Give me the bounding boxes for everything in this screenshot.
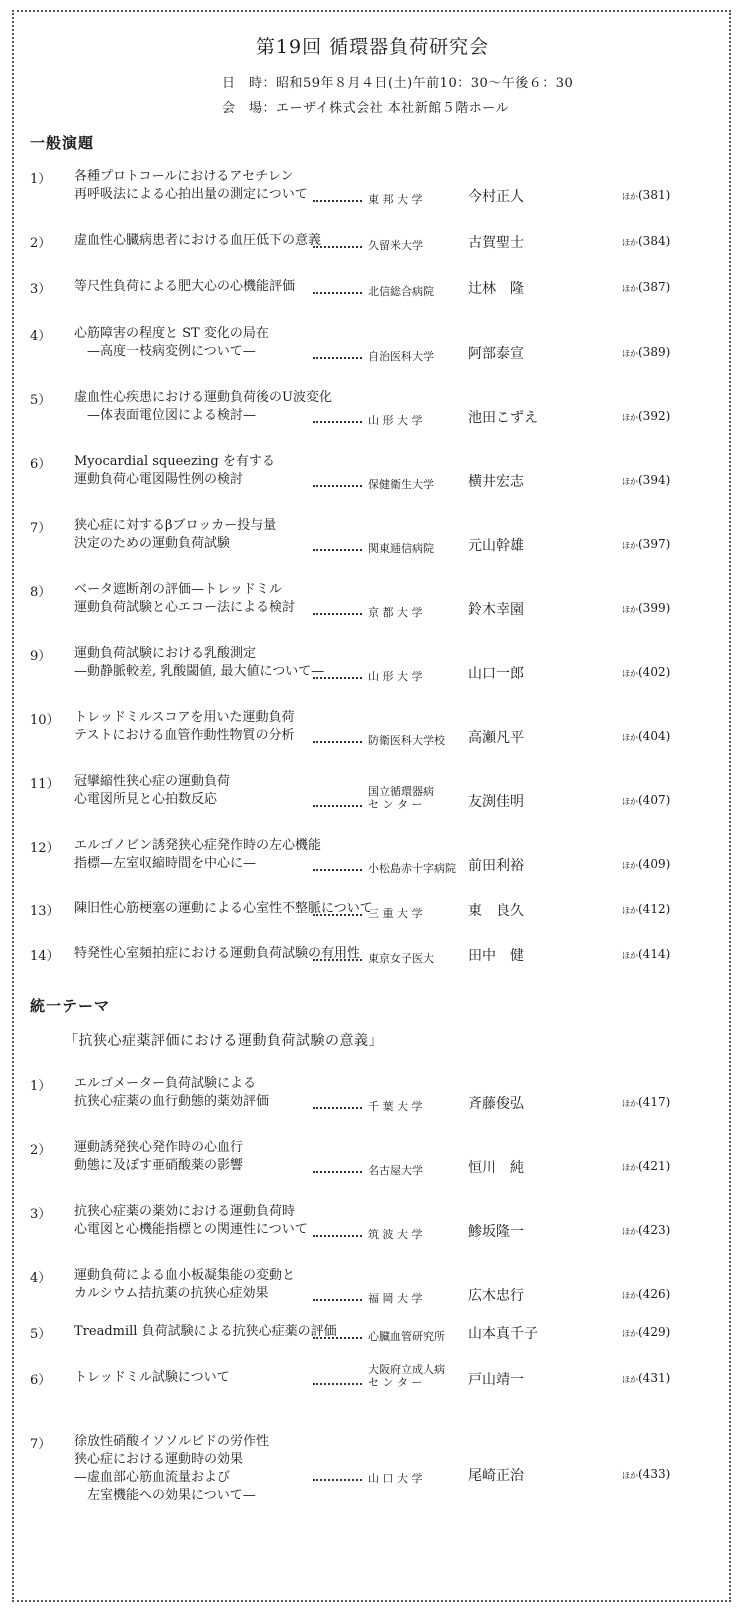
institution-line: 筑 波 大 学 [368, 1228, 423, 1241]
leader-dots [313, 484, 362, 487]
author-name: 前田利裕 [468, 858, 524, 874]
et-al-mark: ほか [622, 733, 638, 742]
page-reference [622, 599, 688, 619]
page-number: (431) [638, 1371, 671, 1385]
author-name: 高瀬凡平 [468, 730, 524, 746]
page-number: (414) [638, 947, 671, 961]
entry-title-line: 運動負荷試験と心エコー法による検討 [74, 600, 296, 615]
institution-line: 山 形 大 学 [368, 670, 423, 683]
entry-title-line: 決定のための運動負荷試験 [74, 536, 231, 551]
entry-credit [313, 945, 688, 965]
entry-title-line: —動静脈較差, 乳酸閾値, 最大値について— [74, 664, 325, 679]
institution-line: 京 都 大 学 [368, 606, 423, 619]
entry-title [74, 1075, 269, 1111]
page-number: (392) [638, 409, 671, 423]
author-name: 友渕佳明 [468, 794, 524, 810]
entry-number: 1） [30, 172, 52, 187]
institution-line: 三 重 大 学 [368, 907, 423, 920]
et-al-mark: ほか [622, 1329, 638, 1338]
entry-title-line: トレッドミルスコアを用いた運動負荷 [74, 710, 295, 725]
et-al-mark: ほか [622, 1163, 638, 1172]
entry-credit [313, 1323, 688, 1343]
institution [368, 239, 462, 252]
entry-title [74, 517, 276, 553]
institution-line: 山 形 大 学 [368, 414, 423, 427]
entry-number: 2） [30, 236, 52, 251]
institution [368, 670, 462, 683]
page-reference [622, 1285, 688, 1305]
et-al-mark: ほか [622, 1227, 638, 1236]
institution-line: 保健衛生大学 [368, 478, 434, 491]
author-name: 阿部泰宣 [468, 346, 524, 362]
entry-number: 1） [30, 1079, 52, 1094]
entry-title-line: 狭心症における運動時の効果 [74, 1452, 244, 1467]
institution [368, 606, 462, 619]
entry-title-line: テストにおける血管作動性物質の分析 [74, 728, 295, 743]
entry-number: 4） [30, 329, 52, 344]
entry-credit [313, 1093, 688, 1113]
entry-credit [313, 855, 688, 875]
author-name: 池田こずえ [468, 410, 538, 426]
entry-title-line: 虚血性心疾患における運動負荷後のU波変化 [74, 390, 332, 405]
institution-line: 東 邦 大 学 [368, 193, 423, 206]
institution-line: 山 口 大 学 [368, 1472, 423, 1485]
entry-title [74, 1203, 308, 1239]
page-reference [622, 278, 688, 298]
page-reference [622, 407, 688, 427]
leader-dots [313, 804, 362, 807]
institution-line: 千 葉 大 学 [368, 1100, 423, 1113]
entry-title [74, 168, 308, 204]
leader-dots [313, 291, 362, 294]
leader-dots [313, 1336, 362, 1339]
page-number: (384) [638, 234, 671, 248]
institution-line: 自治医科大学 [368, 350, 434, 363]
entry-title [74, 709, 294, 745]
page-reference [622, 900, 688, 920]
entry-title [74, 1433, 269, 1505]
entry-credit [313, 232, 688, 252]
entry-title-line: 心電図と心機能指標との関連性について [74, 1222, 308, 1237]
page-reference [622, 232, 688, 252]
entry-title-line: トレッドミル試験について [74, 1370, 230, 1385]
entry-number: 3） [30, 282, 52, 297]
leader-dots [313, 199, 362, 202]
page-number: (433) [638, 1467, 671, 1481]
author-name: 古賀聖士 [468, 235, 524, 251]
entry-title-line: —体表面電位図による検討— [74, 408, 257, 423]
entry-credit [313, 186, 688, 206]
leader-dots [313, 1298, 362, 1301]
entry-title [74, 1323, 337, 1341]
entry-number: 6） [30, 1373, 52, 1388]
entry-title-line: 陳旧性心筋梗塞の運動による心室性不整脈について [74, 901, 373, 916]
et-al-mark: ほか [622, 413, 638, 422]
entry-title-line: 等尺性負荷による肥大心の心機能評価 [74, 279, 296, 294]
author-name: 広木忠行 [468, 1288, 524, 1304]
institution-line: 国立循環器病 [368, 785, 434, 798]
author-name: 山口一郎 [468, 666, 524, 682]
entry-number: 6） [30, 457, 52, 472]
entry-credit [313, 278, 688, 298]
page-number: (399) [638, 601, 671, 615]
et-al-mark: ほか [622, 861, 638, 870]
page-number: (394) [638, 473, 671, 487]
et-al-mark: ほか [622, 1099, 638, 1108]
page-number: (423) [638, 1223, 671, 1237]
institution-line: 心臓血管研究所 [368, 1330, 445, 1343]
page-reference [622, 1221, 688, 1241]
page-number: (381) [638, 188, 671, 202]
page-number: (409) [638, 857, 671, 871]
institution-line: 北信総合病院 [368, 285, 434, 298]
entry-number: 9） [30, 649, 52, 664]
institution [368, 1472, 462, 1485]
institution-line: 名古屋大学 [368, 1164, 423, 1177]
entry-title [74, 278, 295, 296]
institution-line: 関東逓信病院 [368, 542, 434, 555]
entry-credit [313, 727, 688, 747]
institution [368, 734, 462, 747]
leader-dots [313, 913, 362, 916]
entry-number: 11） [30, 777, 60, 792]
entry-credit [313, 1157, 688, 1177]
entry-title-line: 心筋障害の程度と ST 変化の局在 [74, 326, 269, 341]
entry-title-line: 運動誘発狭心発作時の心血行 [74, 1140, 244, 1155]
et-al-mark: ほか [622, 797, 638, 806]
entry-title-line: 徐放性硝酸イソソルビドの労作性 [74, 1434, 270, 1449]
page-number: (387) [638, 280, 671, 294]
institution [368, 862, 462, 875]
leader-dots [313, 612, 362, 615]
author-name: 鈴木幸園 [468, 602, 524, 618]
entry-title [74, 453, 275, 489]
entry-title [74, 325, 269, 361]
et-al-mark: ほか [622, 477, 638, 486]
institution [368, 1363, 462, 1389]
entry-number: 3） [30, 1207, 52, 1222]
page-number: (429) [638, 1325, 671, 1339]
entry-credit [313, 1465, 688, 1485]
section-heading-general: 一般演題 [30, 134, 95, 152]
meeting-date: 日 時：昭和59年８月４日(土)午前10：30〜午後６：30 [222, 76, 574, 91]
institution [368, 1228, 462, 1241]
author-name: 横井宏志 [468, 474, 524, 490]
et-al-mark: ほか [622, 605, 638, 614]
institution-line: 防衛医科大学校 [368, 734, 445, 747]
author-name: 辻林 隆 [468, 281, 524, 297]
entry-title [74, 837, 321, 873]
et-al-mark: ほか [622, 1291, 638, 1300]
page-reference [622, 791, 688, 811]
institution [368, 907, 462, 920]
et-al-mark: ほか [622, 349, 638, 358]
institution [368, 1330, 462, 1343]
et-al-mark: ほか [622, 238, 638, 247]
entry-title-line: ベータ遮断剤の評価—トレッドミル [74, 582, 282, 597]
institution [368, 952, 462, 965]
entry-title-line: カルシウム拮抗薬の抗狭心症効果 [74, 1286, 269, 1301]
entry-number: 7） [30, 521, 52, 536]
entry-title-line: 狭心症に対するβブロッカー投与量 [74, 518, 277, 533]
institution-line: セ ン タ ー [368, 798, 423, 811]
page-number: (407) [638, 793, 671, 807]
entry-title-line: 抗狭心症薬の血行動態的薬効評価 [74, 1094, 270, 1109]
entry-title-line: —虚血部心筋血流量および [74, 1470, 231, 1485]
author-name: 田中 健 [468, 948, 524, 964]
entry-title-line: エルゴノビン誘発狭心症発作時の左心機能 [74, 838, 322, 853]
page-reference [622, 186, 688, 206]
page-number: (417) [638, 1095, 671, 1109]
entry-credit [313, 900, 688, 920]
author-name: 元山幹雄 [468, 538, 524, 554]
meeting-venue: 会 場：エーザイ株式会社 本社新館５階ホール [222, 101, 509, 116]
entry-number: 10） [30, 713, 60, 728]
page-number: (421) [638, 1159, 671, 1173]
entry-title-line: 運動負荷による血小板凝集能の変動と [74, 1268, 296, 1283]
entry-number: 14） [30, 949, 60, 964]
entry-credit [313, 599, 688, 619]
author-name: 今村正人 [468, 189, 524, 205]
institution [368, 1164, 462, 1177]
leader-dots [313, 1478, 362, 1481]
leader-dots [313, 1106, 362, 1109]
institution [368, 785, 462, 811]
entry-credit [313, 535, 688, 555]
institution [368, 193, 462, 206]
entry-credit [313, 471, 688, 491]
et-al-mark: ほか [622, 951, 638, 960]
leader-dots [313, 1234, 362, 1237]
entry-title [74, 1139, 243, 1175]
section-heading-theme: 統一テーマ [30, 997, 111, 1015]
et-al-mark: ほか [622, 284, 638, 293]
page-reference [622, 535, 688, 555]
page-reference [622, 1157, 688, 1177]
page-number: (412) [638, 902, 671, 916]
entry-credit [313, 1285, 688, 1305]
entry-title-line: 各種プロトコールにおけるアセチレン [74, 169, 294, 184]
theme-title: 「抗狭心症薬評価における運動負荷試験の意義」 [64, 1033, 383, 1049]
entry-number: 8） [30, 585, 52, 600]
institution-line: 大阪府立成人病 [368, 1363, 445, 1376]
entry-title-line: 指標—左室収縮時間を中心に— [74, 856, 257, 871]
author-name: 恒川 純 [468, 1160, 524, 1176]
page-number: (389) [638, 345, 671, 359]
page-reference [622, 1093, 688, 1113]
entry-title-line: エルゴメーター負荷試験による [74, 1076, 257, 1091]
entry-credit [313, 1221, 688, 1241]
leader-dots [313, 740, 362, 743]
author-name: 鯵坂隆一 [468, 1224, 524, 1240]
entry-title-line: 心電図所見と心拍数反応 [74, 792, 218, 807]
institution-line: セ ン タ ー [368, 1376, 423, 1389]
entry-title-line: Treadmill 負荷試験による抗狭心症薬の評価 [74, 1324, 337, 1339]
author-name: 戸山靖一 [468, 1372, 524, 1388]
entry-title [74, 773, 230, 809]
page-reference [622, 343, 688, 363]
entry-credit [313, 343, 688, 363]
entry-number: 5） [30, 1327, 52, 1342]
page-reference [622, 855, 688, 875]
entry-title-line: 虚血性心臓病患者における血圧低下の意義 [74, 233, 322, 248]
institution [368, 542, 462, 555]
et-al-mark: ほか [622, 669, 638, 678]
page-reference [622, 1465, 688, 1485]
leader-dots [313, 676, 362, 679]
entry-title [74, 389, 332, 425]
entry-number: 13） [30, 904, 60, 919]
et-al-mark: ほか [622, 192, 638, 201]
et-al-mark: ほか [622, 541, 638, 550]
entry-title-line: 特発性心室頻拍症における運動負荷試験の有用性 [74, 946, 361, 961]
institution [368, 1292, 462, 1305]
entry-title-line: 運動負荷心電図陽性例の検討 [74, 472, 244, 487]
author-name: 尾崎正治 [468, 1468, 524, 1484]
institution-line: 福 岡 大 学 [368, 1292, 423, 1305]
leader-dots [313, 958, 362, 961]
entry-number: 4） [30, 1271, 52, 1286]
institution [368, 478, 462, 491]
entry-number: 2） [30, 1143, 52, 1158]
institution-line: 東京女子医大 [368, 952, 434, 965]
page-number: (426) [638, 1287, 671, 1301]
entry-credit [313, 407, 688, 427]
entry-credit [313, 663, 688, 683]
entry-title-line: Myocardial squeezing を有する [74, 454, 275, 469]
entry-title-line: 動態に及ぼす亜硝酸薬の影響 [74, 1158, 244, 1173]
page-number: (397) [638, 537, 671, 551]
entry-title-line: 抗狭心症薬の薬効における運動負荷時 [74, 1204, 296, 1219]
entry-title-line: —高度一枝病変例について— [74, 344, 256, 359]
author-name: 斉藤俊弘 [468, 1096, 524, 1112]
author-name: 東 良久 [468, 903, 524, 919]
institution-line: 小松島赤十字病院 [368, 862, 456, 875]
et-al-mark: ほか [622, 1471, 638, 1480]
entry-number: 7） [30, 1437, 52, 1452]
entry-credit [313, 785, 688, 811]
entry-title-line: 冠攣縮性狭心症の運動負荷 [74, 774, 231, 789]
page-reference [622, 727, 688, 747]
page-number: (402) [638, 665, 671, 679]
page-reference [622, 471, 688, 491]
leader-dots [313, 356, 362, 359]
leader-dots [313, 1170, 362, 1173]
author-name: 山本真千子 [468, 1326, 538, 1342]
page-title: 第19回 循環器負荷研究会 [255, 36, 490, 58]
entry-credit [313, 1363, 688, 1389]
entry-number: 5） [30, 393, 52, 408]
entry-title-line: 左室機能への効果について— [74, 1488, 256, 1503]
page-number: (404) [638, 729, 671, 743]
leader-dots [313, 1382, 362, 1385]
page-reference [622, 663, 688, 683]
entry-number: 12） [30, 841, 60, 856]
page-reference [622, 1323, 688, 1343]
entry-title [74, 1267, 295, 1303]
page-reference [622, 1369, 688, 1389]
entry-title [74, 1369, 230, 1387]
leader-dots [313, 548, 362, 551]
institution-line: 久留米大学 [368, 239, 423, 252]
et-al-mark: ほか [622, 906, 638, 915]
entry-title [74, 232, 321, 250]
institution [368, 285, 462, 298]
page-reference [622, 945, 688, 965]
leader-dots [313, 245, 362, 248]
institution [368, 1100, 462, 1113]
et-al-mark: ほか [622, 1375, 638, 1384]
institution [368, 350, 462, 363]
entry-title-line: 運動負荷試験における乳酸測定 [74, 646, 257, 661]
entry-title [74, 581, 295, 617]
entry-title [74, 645, 324, 681]
entry-title-line: 再呼吸法による心拍出量の測定について [74, 187, 308, 202]
leader-dots [313, 868, 362, 871]
institution [368, 414, 462, 427]
leader-dots [313, 420, 362, 423]
